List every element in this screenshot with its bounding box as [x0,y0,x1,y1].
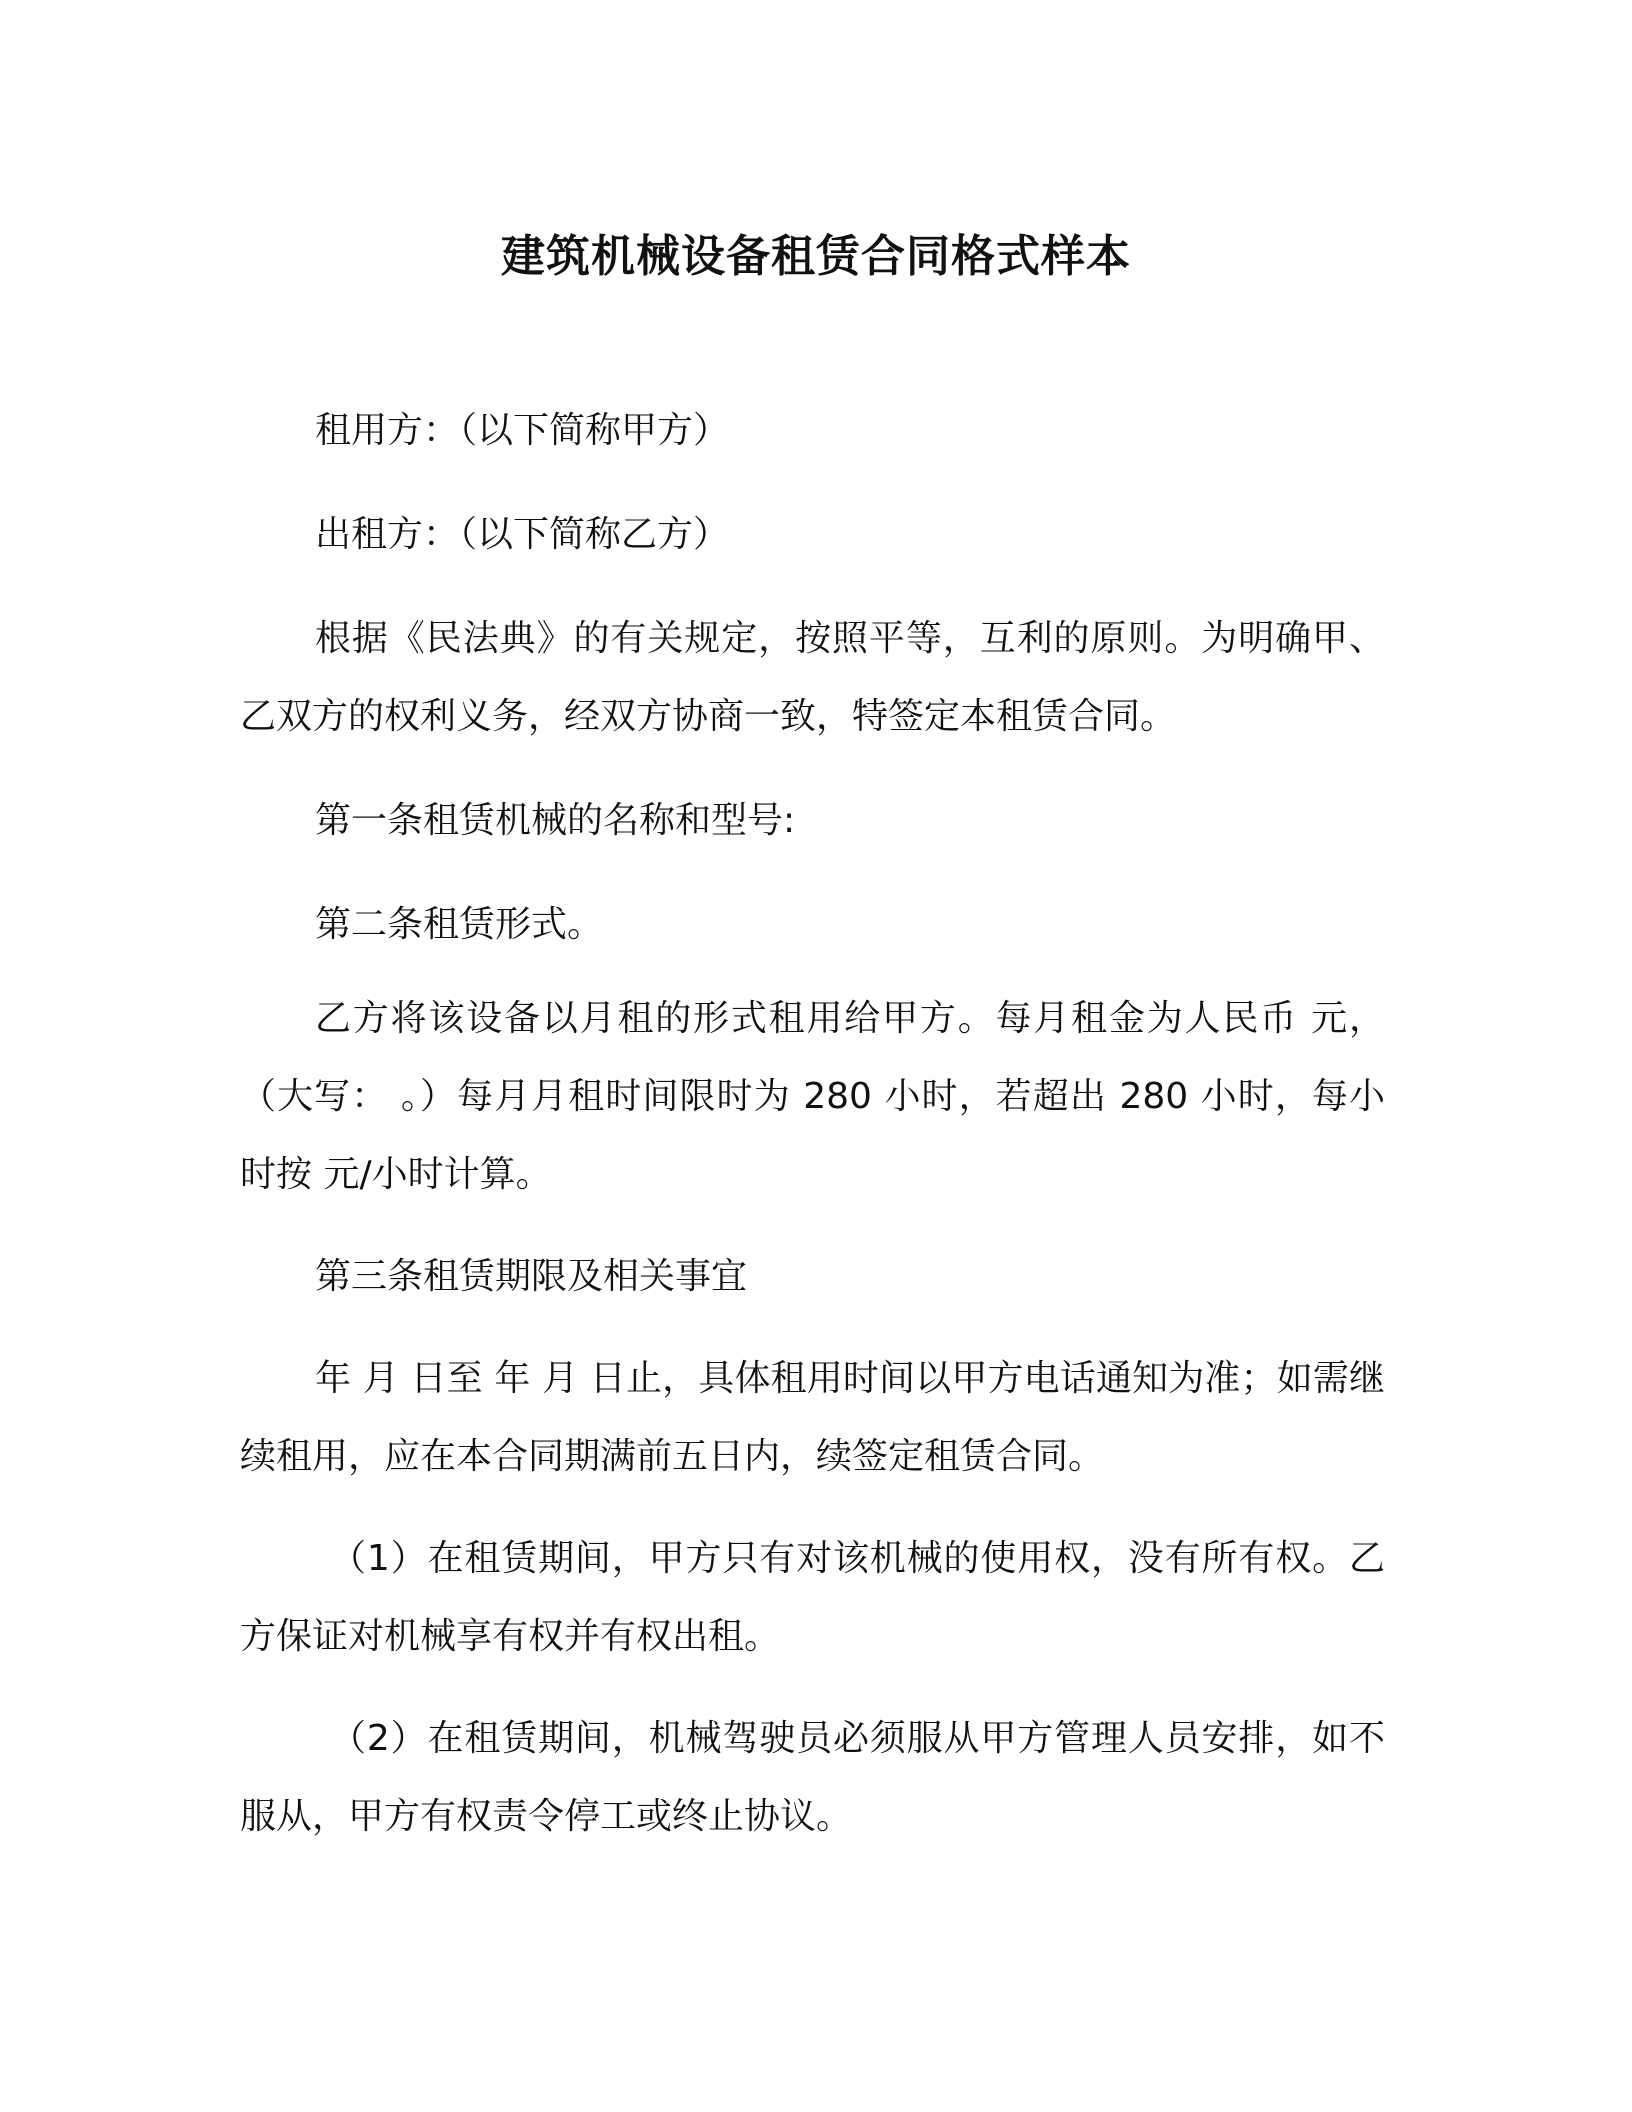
article-3-body: 年 月 日至 年 月 日止，具体租用时间以甲方电话通知为准；如需继续租用，应在本合同期满前五日内，续签定租赁合同。 [240,1358,1385,1477]
article-3-item-1: （1）在租赁期间，甲方只有对该机械的使用权，没有所有权。乙方保证对机械享有权并有权出租。 [240,1538,1385,1657]
preamble-paragraph: 根据《民法典》的有关规定，按照平等，互利的原则。为明确甲、乙双方的权利义务，经双方协商一致，特签定本租赁合同。 [240,618,1385,737]
document-title: 建筑机械设备租赁合同格式样本 [501,231,1131,282]
lessee-line: 租用方：（以下简称甲方） [315,410,730,451]
article-2-heading: 第二条租赁形式。 [315,904,604,945]
lessor-line: 出租方：（以下简称乙方） [315,514,730,555]
article-3-heading: 第三条租赁期限及相关事宜 [315,1256,748,1297]
article-2-body: 乙方将该设备以月租的形式租用给甲方。每月租金为人民币 元，（大写： 。）每月月租时间限时为 280 小时，若超出 280 小时，每小时按 元/小时计算。 [240,998,1385,1195]
article-1-heading: 第一条租赁机械的名称和型号: [315,800,796,841]
article-3-item-2: （2）在租赁期间，机械驾驶员必须服从甲方管理人员安排，如不服从，甲方有权责令停工或终止协议。 [240,1718,1385,1837]
